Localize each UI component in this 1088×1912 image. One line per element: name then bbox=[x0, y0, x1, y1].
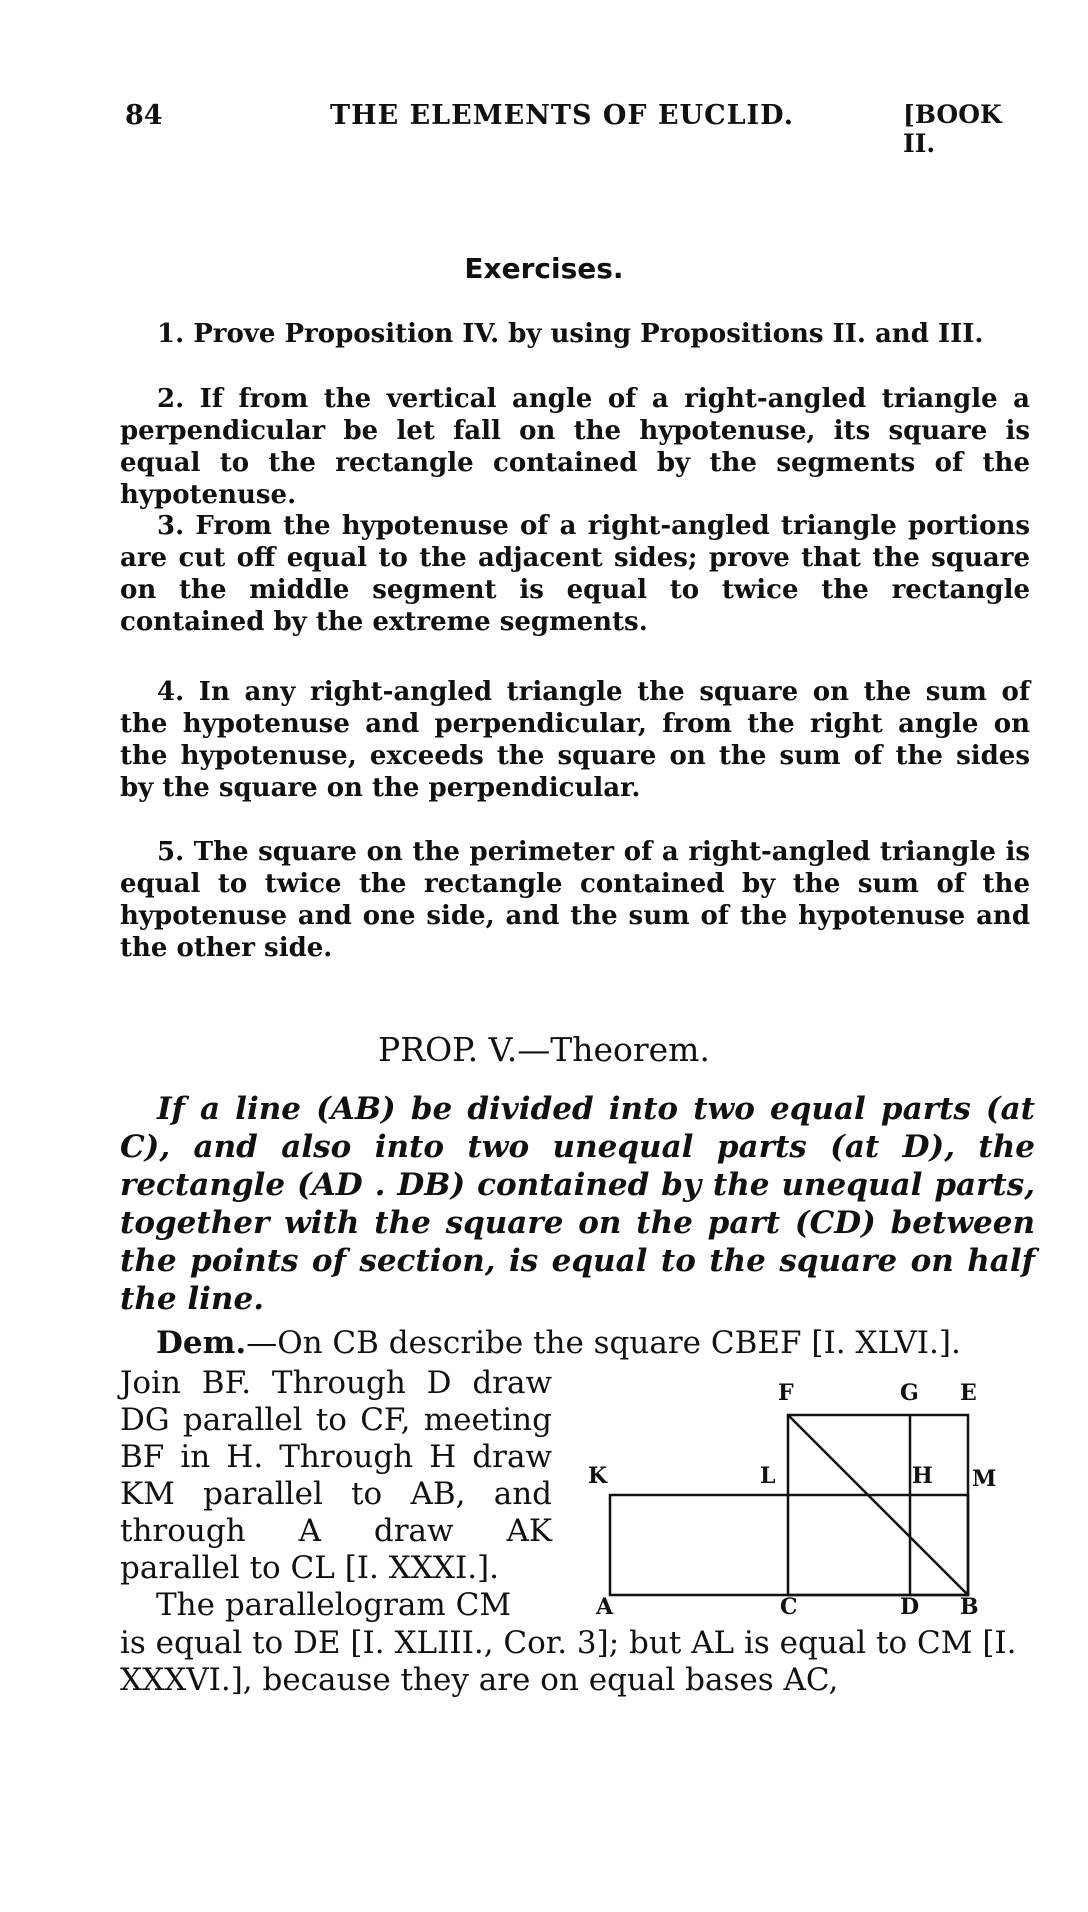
proposition-title: PROP. V.—Theorem. bbox=[378, 1030, 710, 1069]
exercise-1: 1. Prove Proposition IV. by using Propositions II. and III. bbox=[157, 319, 984, 349]
page-number: 84 bbox=[125, 100, 163, 131]
running-title: THE ELEMENTS OF EUCLID. bbox=[330, 100, 795, 131]
point-a-label: A bbox=[596, 1594, 614, 1620]
point-c-label: C bbox=[780, 1594, 798, 1620]
point-f-label: F bbox=[778, 1380, 794, 1406]
dem-first-text: —On CB describe the square CBEF [I. XLVI.]. bbox=[246, 1325, 961, 1361]
exercise-2: 2. If from the vertical angle of a right-angled triangle a perpendicular be let fall on the hypotenuse, its square is equal to the rectangle contained by the segments of the hypotenuse. bbox=[120, 384, 1030, 510]
exercises-heading: Exercises. bbox=[464, 252, 624, 285]
exercise-3: 3. From the hypotenuse of a right-angled triangle portions are cut off equal to the adjacent sides; prove that the square on the middle segment is equal to twice the rectangle contained by the extreme segments. bbox=[120, 511, 1030, 637]
demonstration-continuation: is equal to DE [I. XLIII., Cor. 3]; but AL is equal to CM [I. XXXVI.], because they are on equal bases AC, bbox=[120, 1625, 1017, 1698]
proposition-enunciation: If a line (AB) be divided into two equal parts (at C), and also into two unequal parts (at D), the rectangle (AD . DB) contained by the unequal parts, together with the square on the part (CD) between the points of section, is equal to the square on half the line. bbox=[120, 1091, 1035, 1317]
exercise-5: 5. The square on the perimeter of a right-angled triangle is equal to twice the rectangle contained by the sum of the hypotenuse and one side, and the sum of the hypotenuse and the other side. bbox=[120, 837, 1030, 963]
exercise-4: 4. In any right-angled triangle the square on the sum of the hypotenuse and perpendicular, from the right angle on the hypotenuse, exceeds the square on the sum of the sides by the square on the perpendicular. bbox=[120, 677, 1030, 803]
geometric-figure bbox=[560, 1370, 1030, 1620]
point-d-label: D bbox=[900, 1594, 920, 1620]
dem-left-text: Join BF. Through D draw DG parallel to CF, meeting BF in H. Through H draw KM parallel to AB, and through A draw AK parallel to CL [I. XXXI.]. bbox=[120, 1365, 552, 1586]
running-header bbox=[125, 100, 1025, 158]
point-l-label: L bbox=[760, 1463, 776, 1489]
dem-label: Dem. bbox=[156, 1325, 247, 1361]
book-reference: [BOOK II. bbox=[903, 100, 1002, 158]
point-h-label: H bbox=[912, 1463, 933, 1489]
point-m-label: M bbox=[972, 1466, 997, 1492]
point-b-label: B bbox=[960, 1594, 979, 1620]
demonstration-left-column bbox=[120, 1365, 552, 1624]
dem-para2-start: The parallelogram CM bbox=[156, 1587, 512, 1623]
diagonal-bf bbox=[788, 1415, 968, 1595]
figure-diagram bbox=[560, 1370, 1030, 1620]
point-k-label: K bbox=[588, 1463, 608, 1489]
point-g-label: G bbox=[900, 1380, 919, 1406]
demonstration-first-line bbox=[120, 1325, 1035, 1362]
point-e-label: E bbox=[960, 1380, 977, 1406]
